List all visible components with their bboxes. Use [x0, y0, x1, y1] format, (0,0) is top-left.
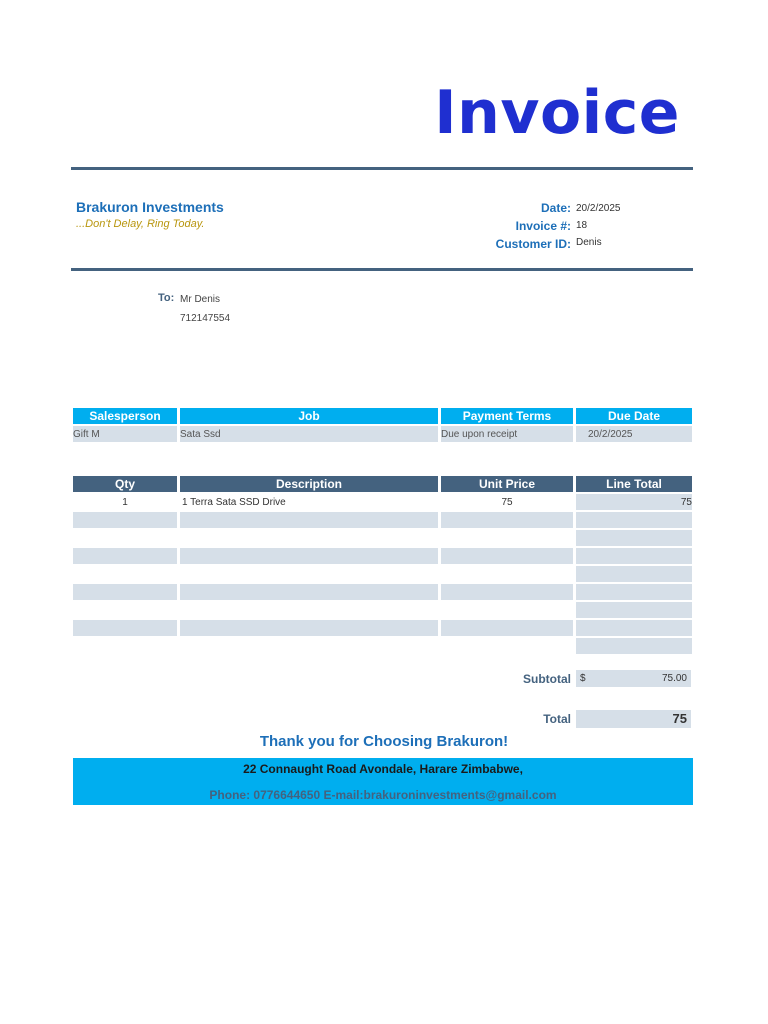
line-total-header: Line Total [576, 476, 692, 492]
table-row [73, 638, 692, 654]
recipient-phone: 712147554 [180, 313, 231, 324]
total-label: Total [543, 712, 571, 726]
subtotal-box [576, 670, 691, 687]
header-divider [71, 268, 693, 271]
total-box [576, 710, 691, 728]
job-header: Job [180, 408, 438, 424]
description-header: Description [180, 476, 438, 492]
job-row [73, 426, 692, 442]
table-row [73, 602, 692, 618]
table-row [73, 512, 692, 528]
date-value: 20/2/2025 [576, 203, 621, 214]
payment-terms-header: Payment Terms [441, 408, 573, 424]
to-label: To: [158, 292, 175, 304]
table-row [73, 530, 692, 546]
line-total-cell: 75 [576, 494, 692, 510]
items-table [70, 474, 695, 656]
footer-address: 22 Connaught Road Avondale, Harare Zimbabwe, [243, 762, 523, 776]
table-row [73, 548, 692, 564]
table-row [73, 584, 692, 600]
recipient-name: Mr Denis [180, 294, 221, 305]
unit-price-cell: 75 [441, 494, 573, 510]
top-divider [71, 167, 693, 170]
customer-id-value: Denis [576, 237, 602, 248]
table-row [73, 566, 692, 582]
footer-banner [73, 758, 693, 805]
invoice-number-label: Invoice #: [515, 219, 571, 233]
footer-contact: Phone: 0776644650 E-mail:brakuroninvestments@gmail.com [209, 788, 557, 802]
date-label: Date: [540, 201, 571, 215]
thank-you-message: Thank you for Choosing Brakuron! [259, 733, 509, 750]
invoice-number-value: 18 [576, 220, 588, 231]
table-row [73, 620, 692, 636]
job-table [70, 406, 695, 444]
total-value: 75 [672, 711, 687, 726]
table-row [73, 494, 692, 510]
qty-header: Qty [73, 476, 177, 492]
description-cell: 1 Terra Sata SSD Drive [180, 494, 438, 510]
salesperson-cell: Gift M [73, 426, 177, 442]
company-slogan: ...Don't Delay, Ring Today. [76, 218, 205, 230]
subtotal-label: Subtotal [523, 672, 571, 686]
payment-terms-cell: Due upon receipt [441, 426, 573, 442]
currency-symbol: $ [580, 673, 586, 684]
subtotal-value: 75.00 [661, 673, 687, 684]
job-cell: Sata Ssd [180, 426, 438, 442]
salesperson-header: Salesperson [73, 408, 177, 424]
unit-price-header: Unit Price [441, 476, 573, 492]
qty-cell: 1 [73, 494, 177, 510]
due-date-cell: 20/2/2025 [576, 426, 692, 442]
invoice-title: Invoice [434, 78, 680, 148]
due-date-header: Due Date [576, 408, 692, 424]
company-name: Brakuron Investments [76, 199, 224, 215]
customer-id-label: Customer ID: [495, 237, 571, 251]
